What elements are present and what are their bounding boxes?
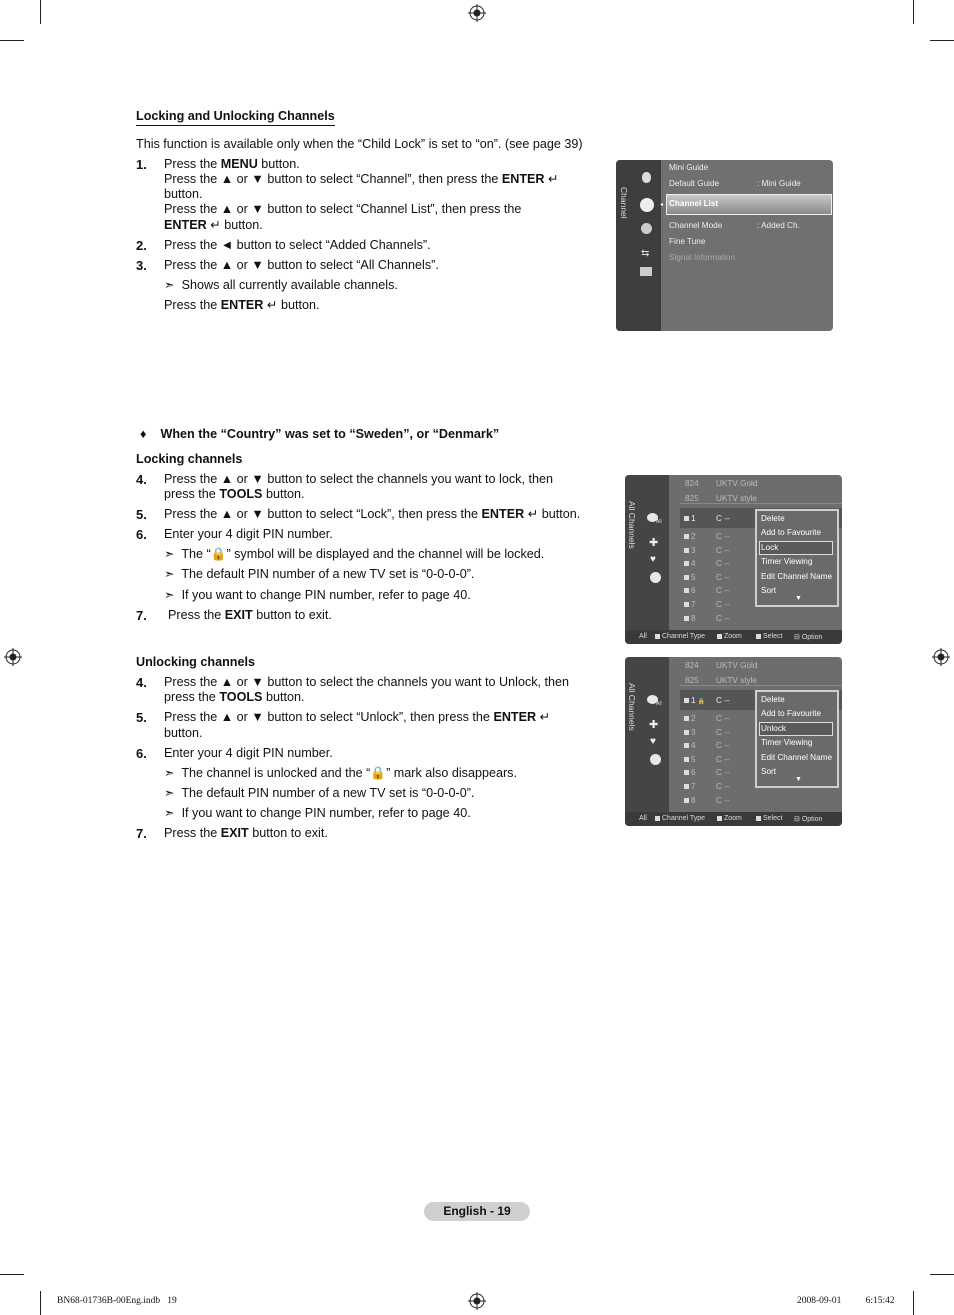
step-2-text: Press the ◄ button to select “Added Channels”. [164,238,431,252]
note-arrow-icon: ➣ [164,806,175,820]
all-channels-side-label: All Channels [627,501,637,549]
channel-number: 824 [685,661,699,670]
popup-item-lock[interactable]: Lock [761,543,779,552]
unlock-step-6: Enter your 4 digit PIN number. [164,746,333,760]
lock-note-3: ➣ If you want to change PIN number, refer to page 40. [164,588,471,602]
add-channel-icon: ✚ [649,719,659,731]
enter-icon: ↵ [266,298,278,312]
crop-mark [40,1291,41,1315]
note-arrow-icon: ➣ [164,547,175,561]
step-1-line-2: Press the ▲ or ▼ button to select “Channel”, then press the ENTER ↵ [164,172,559,186]
lock-note-2: ➣ The default PIN number of a new TV set is “0-0-0-0”. [164,567,475,581]
registration-mark-icon [4,648,22,666]
unlock-step-5-line-2: button. [164,726,203,740]
popup-item-add-to-favourite[interactable]: Add to Favourite [761,528,822,537]
channel-menu-screen [616,160,833,331]
unlock-step-4-line-1: Press the ▲ or ▼ button to select the channels you want to Unlock, then [164,675,570,689]
crop-mark [930,1274,954,1275]
registration-mark-icon [468,1292,486,1310]
unlock-step-7: Press the EXIT button to exit. [164,826,328,840]
enter-icon: ↵ [210,218,221,232]
step-number: 7. [136,608,147,623]
print-footer-date: 2008-09-01 ￿￿ 6:15:42 [797,1296,895,1306]
footer-zoom: Zoom [717,815,742,822]
note-arrow-icon: ➣ [164,278,175,292]
unlock-channel-list-screen [625,657,842,826]
page-title: Locking and Unlocking Channels [136,109,335,126]
footer-select: Select [756,815,782,822]
scroll-down-icon[interactable]: ▼ [795,595,802,602]
channel-name: UKTV Gold [716,479,758,488]
channel-side-label: Channel [619,187,629,219]
step-number: 4. [136,675,147,690]
diamond-bullet-icon: ♦ [140,427,147,441]
channel-name: UKTV style [716,676,757,685]
tools-popup [755,690,839,788]
channel-row[interactable]: 7 C -- [684,782,696,791]
current-channel-row[interactable]: 1 🔒 [684,696,705,705]
lock-step-6: Enter your 4 digit PIN number. [164,527,333,541]
step-number: 6. [136,746,147,761]
scroll-down-icon[interactable]: ▼ [795,776,802,783]
padlock-icon: 🔒 [697,699,706,705]
popup-item-add-to-favourite[interactable]: Add to Favourite [761,709,822,718]
footer-option: ⊟ Option [794,816,823,823]
unlock-note-3: ➣ If you want to change PIN number, refer to page 40. [164,806,471,820]
step-1-line-1: Press the MENU button. [164,157,300,171]
channel-number: 825 [685,494,699,503]
popup-item-sort[interactable]: Sort [761,586,777,595]
all-icon-label: All [656,519,662,525]
crop-mark [40,0,41,24]
channel-mode-value: : Added Ch. [757,221,800,230]
footer-channel-type: Channel Type [655,815,705,822]
lock-step-4-line-2: press the TOOLS button. [164,487,305,501]
lock-step-4-line-1: Press the ▲ or ▼ button to select the channels you want to lock, then [164,472,553,486]
step-number: 3. [136,258,147,273]
channel-row[interactable]: 5 C -- [684,755,696,764]
registration-mark-icon [468,4,486,22]
step-1-line-4: Press the ▲ or ▼ button to select “Channel List”, then press the [164,202,522,216]
divider [680,503,842,504]
lock-step-5: Press the ▲ or ▼ button to select “Lock”, then press the ENTER ↵ button. [164,507,581,521]
picture-icon [642,172,651,183]
channel-satellite-icon [640,198,654,212]
favourite-heart-icon: ♥ [650,554,656,565]
note-arrow-icon: ➣ [164,567,175,581]
list-footer [625,630,842,644]
channel-row[interactable]: 8 C -- [684,614,696,623]
default-guide-value: : Mini Guide [757,179,801,188]
channel-name: C -- [716,696,730,705]
channel-number: 824 [685,479,699,488]
popup-item-edit-channel-name[interactable]: Edit Channel Name [761,753,832,762]
footer-all: All [639,633,647,640]
step-number: 5. [136,710,147,725]
menu-sidebar [616,160,664,331]
setup-gear-icon [641,223,652,234]
channel-row[interactable]: 6 C -- [684,768,696,777]
step-number: 1. [136,157,147,172]
step-3-note: ➣ Shows all currently available channels. [164,278,398,292]
channel-row[interactable]: 2 C -- [684,714,696,723]
unlock-note-2: ➣ The default PIN number of a new TV set is “0-0-0-0”. [164,786,475,800]
page-number-pill: English - 19 [424,1202,530,1221]
enter-icon: ↵ [527,507,539,521]
step-3-enter: Press the ENTER ↵ button. [164,298,320,312]
footer-option: ⊟ Option [794,634,823,641]
lock-channel-list-screen [625,475,842,644]
channel-name: UKTV style [716,494,757,503]
lock-step-7: Press the EXIT button to exit. [168,608,332,622]
channel-row[interactable]: 8 C -- [684,796,696,805]
channel-name: UKTV Gold [716,661,758,670]
input-icon: ⇆ [641,248,650,259]
popup-item-timer-viewing[interactable]: Timer Viewing [761,738,813,747]
channel-row[interactable]: 4 C -- [684,559,696,568]
popup-item-edit-channel-name[interactable]: Edit Channel Name [761,572,832,581]
timer-clock-icon [650,754,661,765]
current-channel-row[interactable]: 1 [684,514,696,523]
menu-item-default-guide[interactable]: Default Guide [669,179,720,188]
menu-item-channel-mode[interactable]: Channel Mode [669,221,723,230]
note-arrow-icon: ➣ [164,786,175,800]
unlock-note-1: ➣ The channel is unlocked and the “🔒” mark also disappears. [164,766,517,780]
step-number: 6. [136,527,147,542]
step-number: 5. [136,507,147,522]
favourite-heart-icon: ♥ [650,736,656,747]
step-number: 4. [136,472,147,487]
divider [680,685,842,686]
channel-row[interactable]: 5 C -- [684,573,696,582]
crop-mark [913,0,914,24]
option-icon: ⊟ [794,816,800,823]
unlocking-heading: Unlocking channels [136,655,255,669]
footer-zoom: Zoom [717,633,742,640]
application-icon [640,267,652,276]
crop-mark [0,1274,24,1275]
channel-row[interactable]: 6 C -- [684,586,696,595]
channel-row[interactable]: 3 C -- [684,728,696,737]
channel-row[interactable]: 4 C -- [684,741,696,750]
channel-name: C -- [716,514,730,523]
step-number: 7. [136,826,147,841]
lock-note-1: ➣ The “🔒” symbol will be displayed and the channel will be locked. [164,547,545,561]
channel-row[interactable]: 7 C -- [684,600,696,609]
note-arrow-icon: ➣ [164,588,175,602]
popup-item-sort[interactable]: Sort [761,767,777,776]
unlock-step-5-line-1: Press the ▲ or ▼ button to select “Unlock”, then press the ENTER ↵ [164,710,551,724]
menu-item-signal-information[interactable]: Signal Information [669,253,735,262]
footer-select: Select [756,633,782,640]
tools-popup [755,509,839,607]
all-icon-label: All [656,701,662,707]
locking-heading: Locking channels [136,452,243,466]
note-arrow-icon: ➣ [164,766,175,780]
menu-item-fine-tune[interactable]: Fine Tune [669,237,706,246]
channel-row[interactable]: 3 C -- [684,546,696,555]
crop-mark [913,1291,914,1315]
add-channel-icon: ✚ [649,537,659,549]
menu-item-mini-guide[interactable]: Mini Guide [669,163,709,172]
footer-all: All [639,815,647,822]
step-3-text: Press the ▲ or ▼ button to select “All Channels”. [164,258,439,272]
crop-mark [930,40,954,41]
padlock-icon: 🔒 [210,547,227,561]
enter-icon: ↵ [539,710,551,724]
pointer-icon: ◂ [660,202,664,208]
popup-item-delete[interactable]: Delete [761,514,785,523]
all-channels-side-label: All Channels [627,683,637,731]
timer-clock-icon [650,572,661,583]
channel-row[interactable]: 2 C -- [684,532,696,541]
channel-number: 825 [685,676,699,685]
padlock-icon: 🔒 [370,766,387,780]
intro-text: This function is available only when the “Child Lock” is set to “on”. (see page 39) [136,137,583,151]
menu-item-channel-list[interactable]: Channel List [669,199,719,208]
step-number: 2. [136,238,147,253]
popup-item-timer-viewing[interactable]: Timer Viewing [761,557,813,566]
registration-mark-icon [932,648,950,666]
list-footer [625,812,842,826]
unlock-step-4-line-2: press the TOOLS button. [164,690,305,704]
print-footer-file: BN68-01736B-00Eng.indb 19 [57,1296,177,1306]
step-1-line-5: ENTER ↵ button. [164,218,263,232]
enter-icon: ↵ [548,172,559,186]
popup-item-delete[interactable]: Delete [761,695,785,704]
crop-mark [0,40,24,41]
footer-channel-type: Channel Type [655,633,705,640]
popup-item-unlock[interactable]: Unlock [761,724,787,733]
step-1-line-3: button. [164,187,203,201]
option-icon: ⊟ [794,634,800,641]
country-bullet: ♦ When the “Country” was set to “Sweden”, or “Denmark” [140,427,500,441]
